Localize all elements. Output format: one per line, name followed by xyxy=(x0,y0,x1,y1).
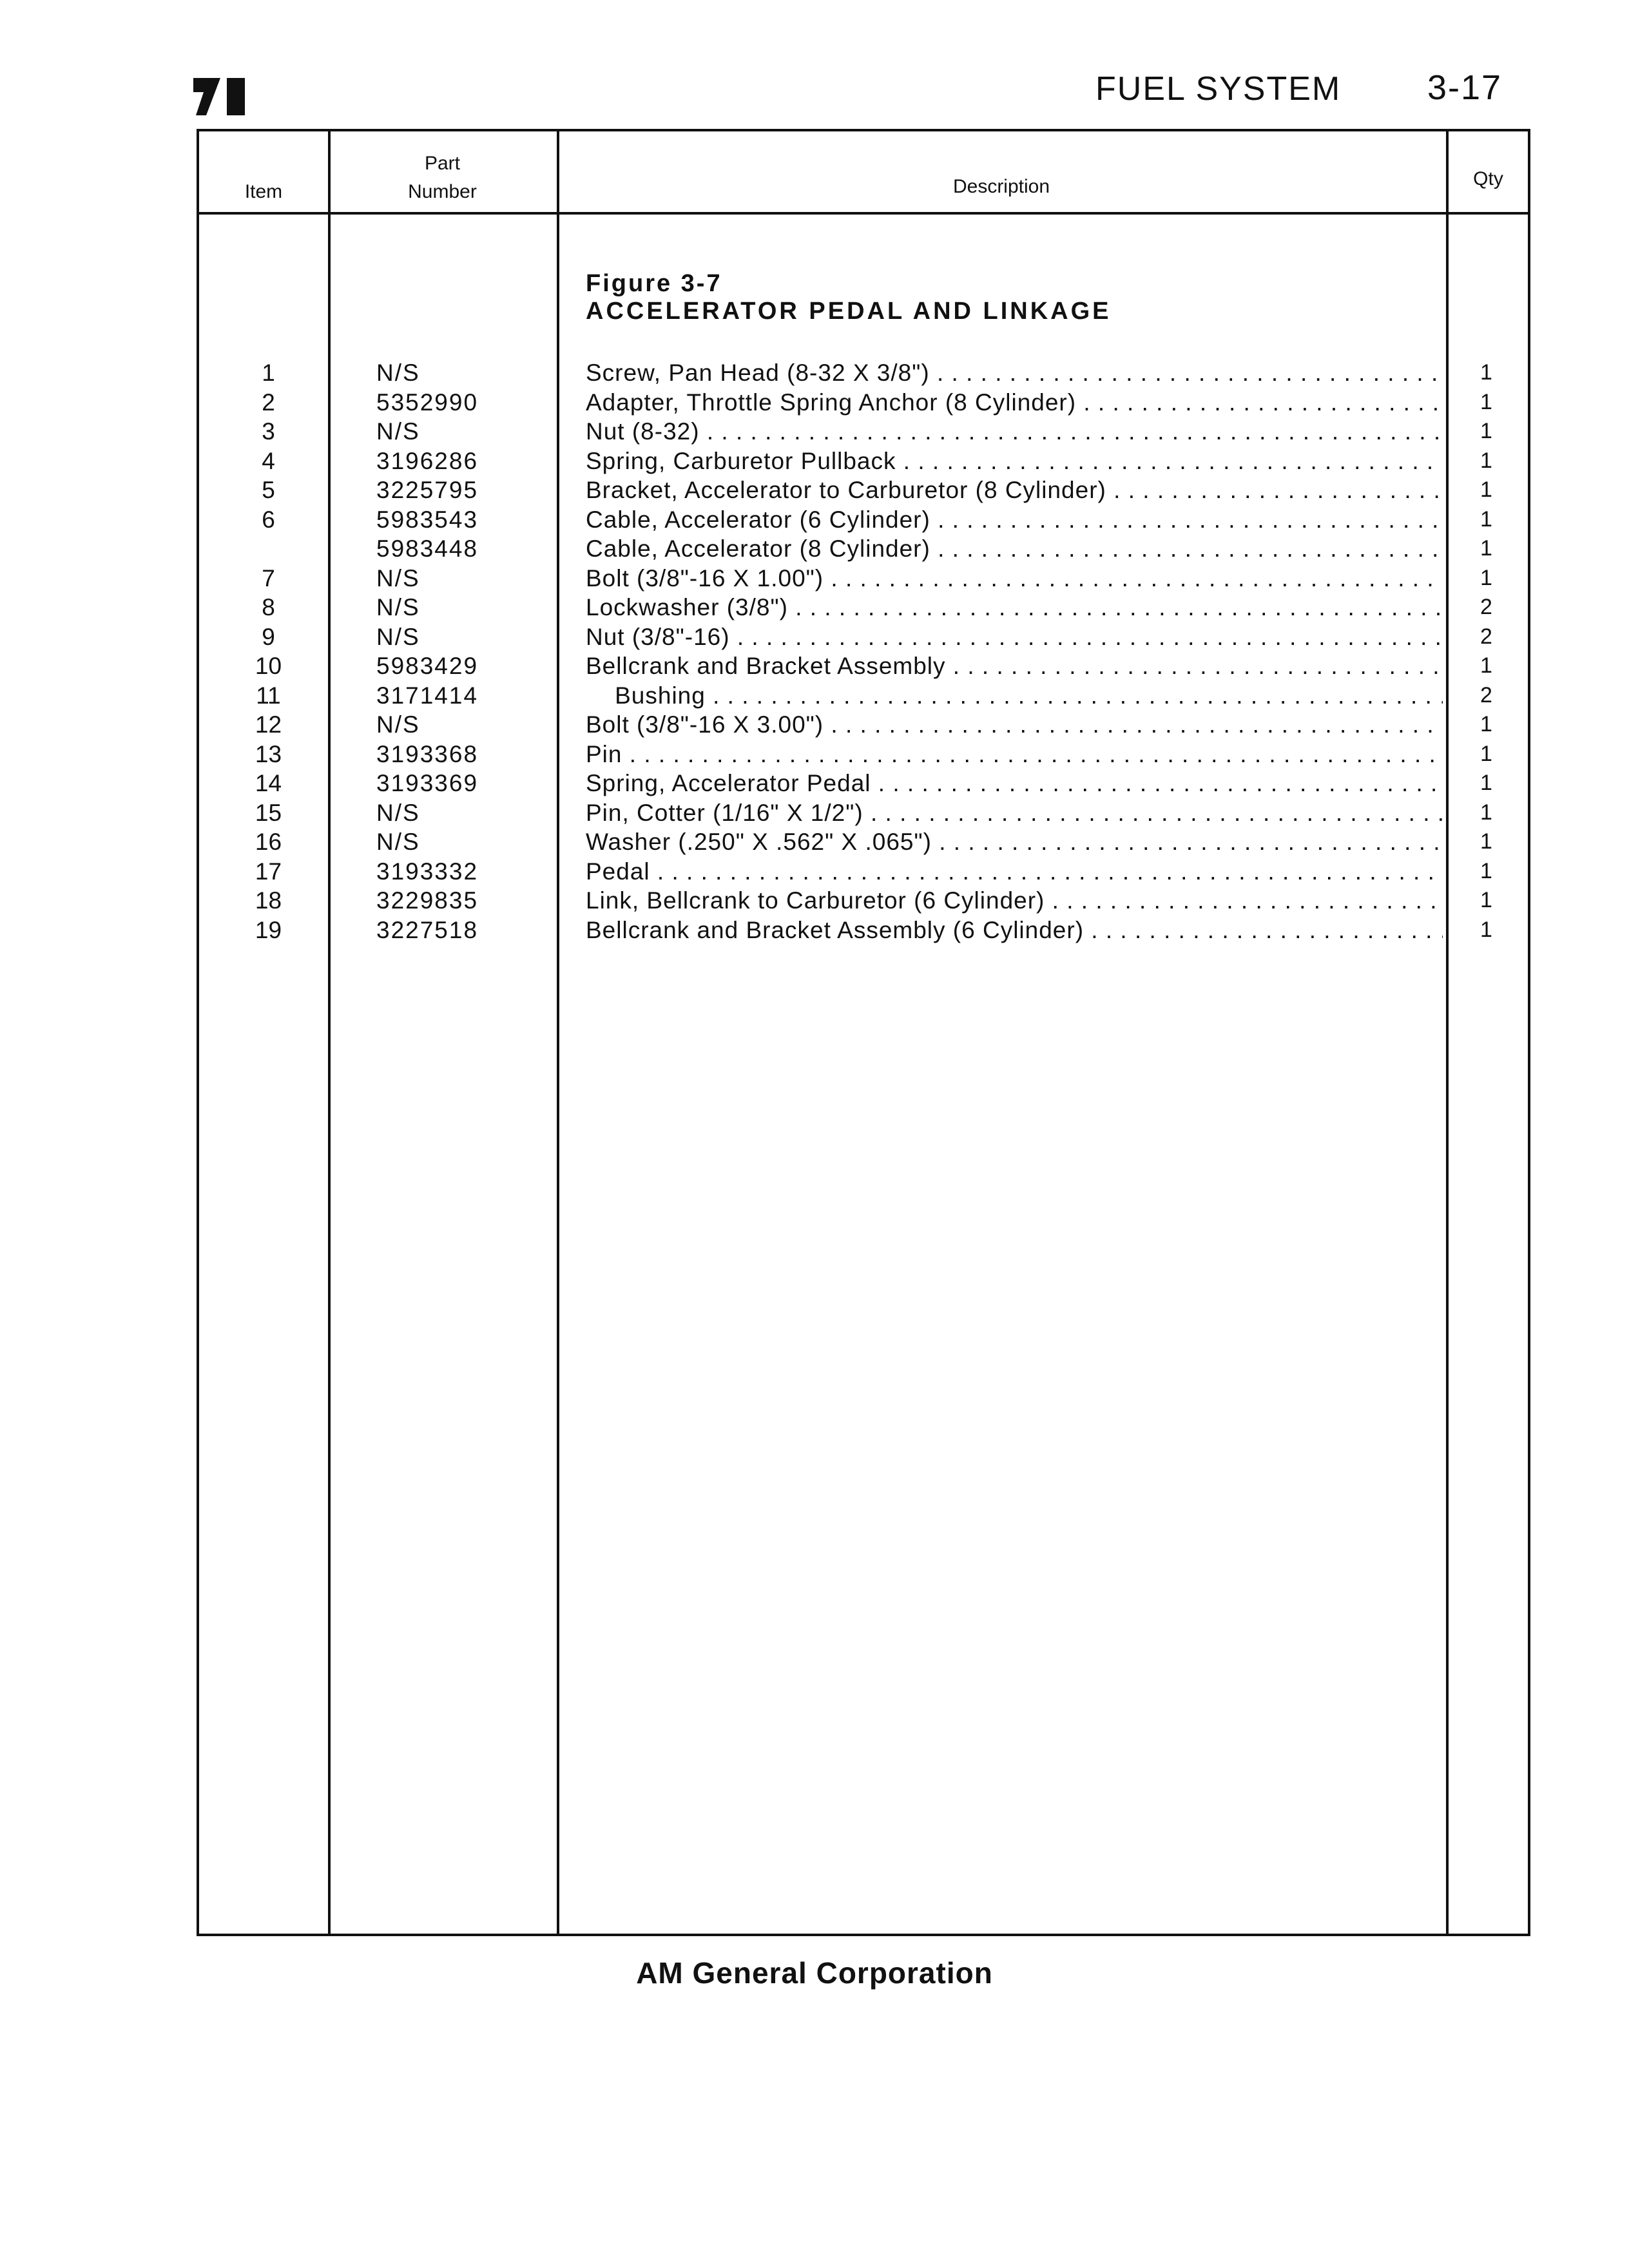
table-row xyxy=(199,857,1528,887)
part-number-cell: N/S xyxy=(376,829,420,855)
description-cell: Bracket, Accelerator to Carburetor (8 Cylinder) . . . xyxy=(586,476,1443,505)
table-row xyxy=(199,476,1528,505)
table-row xyxy=(199,505,1528,535)
table-row xyxy=(199,447,1528,476)
table-row xyxy=(199,827,1528,857)
description-cell: Nut (8-32) . . . xyxy=(586,417,1443,446)
qty-cell: 1 xyxy=(1480,536,1492,561)
item-cell: 9 xyxy=(262,623,275,650)
item-cell: 4 xyxy=(262,447,275,474)
part-number-cell: 3227518 xyxy=(376,916,479,943)
figure-label: Figure 3-7 xyxy=(586,270,722,297)
description-cell: Link, Bellcrank to Carburetor (6 Cylinder) . . . xyxy=(586,886,1443,915)
table-row xyxy=(199,593,1528,622)
part-number-cell: 3171414 xyxy=(376,682,479,709)
description-cell: Pedal . . . xyxy=(586,857,1443,886)
item-cell: 12 xyxy=(255,711,282,738)
description-cell: Screw, Pan Head (8-32 X 3/8") . . . xyxy=(586,358,1443,387)
table-row xyxy=(199,710,1528,740)
description-cell: Pin, Cotter (1/16" X 1/2") . . . xyxy=(586,798,1443,827)
header-qty: Qty xyxy=(1473,168,1503,189)
header-divider xyxy=(199,212,1528,215)
header-part-number-line1: Part xyxy=(424,153,461,174)
am-general-logo-icon xyxy=(193,74,258,119)
part-number-cell: 3193332 xyxy=(376,858,479,885)
qty-cell: 1 xyxy=(1480,741,1492,766)
part-number-cell: N/S xyxy=(376,711,420,738)
table-row xyxy=(199,564,1528,593)
footer-company: AM General Corporation xyxy=(636,1956,993,1990)
qty-cell: 1 xyxy=(1480,419,1492,443)
parts-table xyxy=(197,129,1530,1936)
item-cell: 1 xyxy=(262,360,275,386)
description-cell: Cable, Accelerator (8 Cylinder) . . . xyxy=(586,534,1443,563)
item-cell: 13 xyxy=(255,740,282,767)
table-row xyxy=(199,886,1528,916)
item-cell: 10 xyxy=(255,653,282,679)
item-cell: 2 xyxy=(262,389,275,416)
table-row xyxy=(199,358,1528,388)
item-cell: 3 xyxy=(262,418,275,445)
item-cell: 15 xyxy=(255,799,282,826)
table-row xyxy=(199,681,1528,711)
description-cell: Bellcrank and Bracket Assembly . . . xyxy=(586,651,1443,680)
item-cell: 14 xyxy=(255,770,282,796)
qty-cell: 1 xyxy=(1480,360,1492,385)
qty-cell: 1 xyxy=(1480,829,1492,854)
table-row xyxy=(199,798,1528,828)
item-cell: 11 xyxy=(256,682,281,709)
item-cell: 6 xyxy=(262,506,275,533)
header-part-number-line2: Number xyxy=(408,181,477,202)
qty-cell: 1 xyxy=(1480,917,1492,942)
header-description: Description xyxy=(952,176,1050,197)
part-number-cell: 5983429 xyxy=(376,653,479,679)
description-cell: Nut (3/8"-16) . . . xyxy=(586,622,1443,651)
part-number-cell: 3229835 xyxy=(376,887,479,914)
part-number-cell: N/S xyxy=(376,360,420,386)
description-cell: Pin . . . xyxy=(586,740,1443,769)
part-number-cell: N/S xyxy=(376,799,420,826)
table-row xyxy=(199,417,1528,447)
item-cell: 18 xyxy=(255,887,282,914)
table-row xyxy=(199,916,1528,945)
table-row xyxy=(199,534,1528,564)
qty-cell: 1 xyxy=(1480,888,1492,912)
part-number-cell: N/S xyxy=(376,418,420,445)
item-cell: 7 xyxy=(262,564,275,591)
parts-list xyxy=(199,358,1528,945)
part-number-cell: 3193369 xyxy=(376,770,479,796)
qty-cell: 1 xyxy=(1480,858,1492,883)
table-row xyxy=(199,622,1528,652)
qty-cell: 1 xyxy=(1480,712,1492,736)
qty-cell: 1 xyxy=(1480,800,1492,825)
qty-cell: 1 xyxy=(1480,477,1492,502)
table-row xyxy=(199,740,1528,769)
description-cell: Adapter, Throttle Spring Anchor (8 Cylinder) . . . xyxy=(586,388,1443,417)
part-number-cell: N/S xyxy=(376,623,420,650)
qty-cell: 1 xyxy=(1480,389,1492,414)
table-row xyxy=(199,651,1528,681)
qty-cell: 2 xyxy=(1480,595,1492,619)
description-cell: Bushing . . . xyxy=(586,681,1443,710)
description-cell: Bellcrank and Bracket Assembly (6 Cylinder) . . . xyxy=(586,916,1443,945)
part-number-cell: N/S xyxy=(376,594,420,620)
qty-cell: 2 xyxy=(1480,624,1492,649)
page-number: 3-17 xyxy=(1427,68,1503,107)
item-cell: 17 xyxy=(255,858,282,885)
part-number-cell: 5352990 xyxy=(376,389,479,416)
description-cell: Washer (.250" X .562" X .065") . . . xyxy=(586,827,1443,856)
description-cell: Bolt (3/8"-16 X 1.00") . . . xyxy=(586,564,1443,593)
item-cell: 19 xyxy=(255,916,282,943)
table-row xyxy=(199,769,1528,798)
figure-title: ACCELERATOR PEDAL AND LINKAGE xyxy=(586,298,1112,325)
qty-cell: 1 xyxy=(1480,565,1492,590)
part-number-cell: 3193368 xyxy=(376,740,479,767)
description-cell: Cable, Accelerator (6 Cylinder) . . . xyxy=(586,505,1443,534)
header-item: Item xyxy=(244,181,283,202)
part-number-cell: 5983448 xyxy=(376,535,479,562)
item-cell: 8 xyxy=(262,594,275,620)
qty-cell: 1 xyxy=(1480,771,1492,795)
qty-cell: 2 xyxy=(1480,682,1492,707)
description-cell: Lockwasher (3/8") . . . xyxy=(586,593,1443,622)
table-row xyxy=(199,388,1528,418)
part-number-cell: 5983543 xyxy=(376,506,479,533)
description-cell: Bolt (3/8"-16 X 3.00") . . . xyxy=(586,710,1443,739)
qty-cell: 1 xyxy=(1480,506,1492,532)
description-cell: Spring, Accelerator Pedal . . . xyxy=(586,769,1443,798)
part-number-cell: N/S xyxy=(376,564,420,591)
item-cell: 16 xyxy=(255,829,282,855)
section-title: FUEL SYSTEM xyxy=(1095,70,1342,108)
part-number-cell: 3196286 xyxy=(376,447,479,474)
description-cell: Spring, Carburetor Pullback . . . xyxy=(586,447,1443,476)
item-cell: 5 xyxy=(262,477,275,503)
qty-cell: 1 xyxy=(1480,448,1492,473)
part-number-cell: 3225795 xyxy=(376,477,479,503)
qty-cell: 1 xyxy=(1480,653,1492,678)
